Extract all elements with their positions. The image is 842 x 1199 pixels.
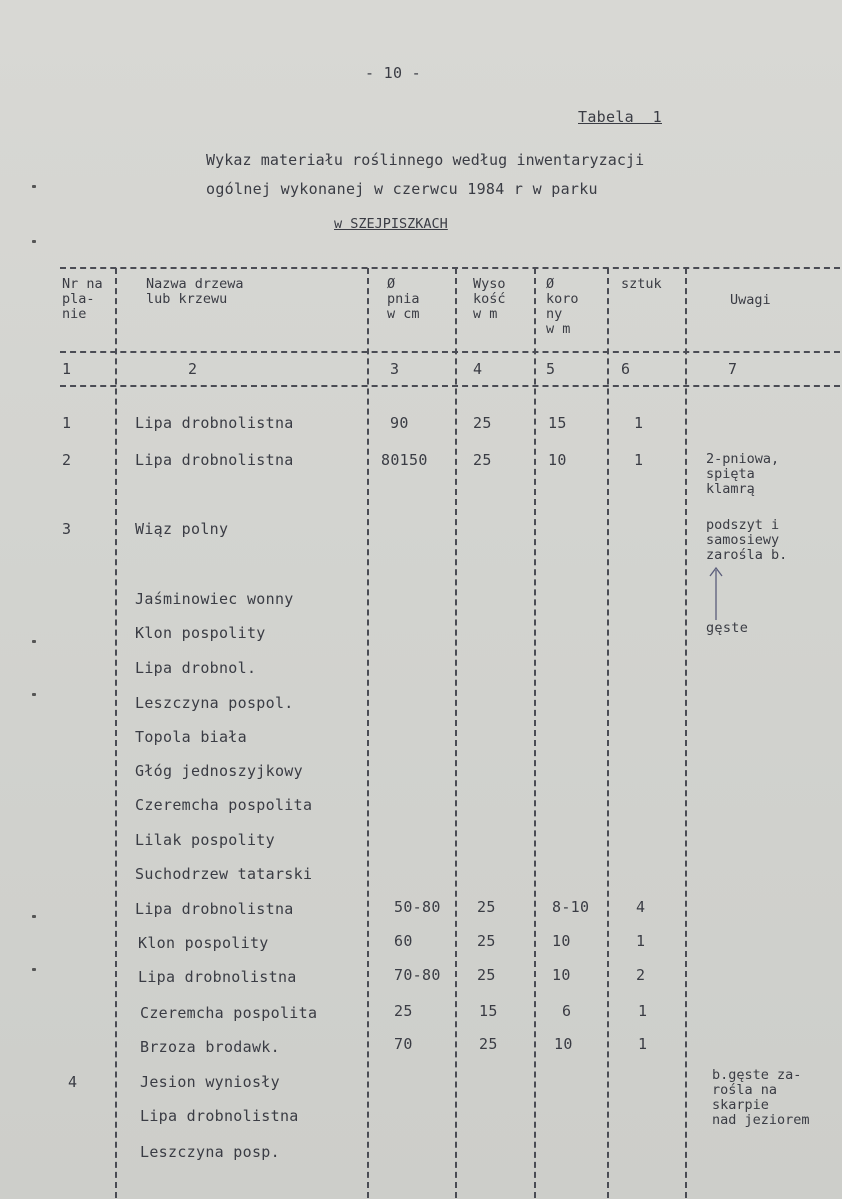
row-name: Lipa drobnolistna (135, 900, 294, 918)
column-number: 1 (62, 360, 72, 378)
header-name: Nazwa drzewa lub krzewu (146, 276, 244, 307)
column-number: 7 (728, 360, 738, 378)
row-nr: 2 (62, 451, 72, 469)
margin-speck (32, 640, 36, 643)
column-divider (685, 268, 687, 1198)
table-subtitle: w SZEJPISZKACH (334, 216, 448, 232)
row-name: Lilak pospolity (135, 831, 275, 849)
row-trunk: 90 (390, 414, 409, 432)
column-divider (367, 268, 369, 1198)
row-trunk: 60 (394, 932, 413, 950)
row-trunk: 70-80 (394, 966, 441, 984)
row-remarks: b.gęste za- rośla na skarpie nad jeziorem (712, 1067, 810, 1128)
row-crown: 10 (548, 451, 567, 469)
row-crown: 15 (548, 414, 567, 432)
column-number: 6 (621, 360, 631, 378)
row-count: 1 (638, 1002, 648, 1020)
column-divider (607, 268, 609, 1198)
row-count: 1 (634, 414, 644, 432)
row-count: 1 (634, 451, 644, 469)
row-name: Lipa drobnolistna (135, 451, 294, 469)
margin-speck (32, 240, 36, 243)
row-nr: 3 (62, 520, 72, 538)
row-height: 15 (479, 1002, 498, 1020)
row-nr: 4 (68, 1073, 78, 1091)
row-name: Czeremcha pospolita (140, 1004, 318, 1022)
row-trunk: 70 (394, 1035, 413, 1053)
header-count: sztuk (621, 276, 662, 292)
margin-speck (32, 693, 36, 696)
row-name: Czeremcha pospolita (135, 796, 313, 814)
row-name: Leszczyna posp. (140, 1143, 280, 1161)
column-number: 5 (546, 360, 556, 378)
table-label: Tabela 1 (578, 108, 662, 126)
header-remarks: Uwagi (730, 292, 771, 308)
row-name: Leszczyna pospol. (135, 694, 294, 712)
margin-speck (32, 185, 36, 188)
row-crown: 8-10 (552, 898, 590, 916)
row-count: 1 (636, 932, 646, 950)
row-name: Jaśminowiec wonny (135, 590, 294, 608)
row-crown: 10 (552, 932, 571, 950)
row-height: 25 (473, 451, 492, 469)
row-name: Brzoza brodawk. (140, 1038, 280, 1056)
row-name: Jesion wyniosły (140, 1073, 280, 1091)
column-divider (534, 268, 536, 1198)
margin-speck (32, 968, 36, 971)
row-height: 25 (473, 414, 492, 432)
header-bottom-rule (60, 351, 840, 353)
row-name: Lipa drobnolistna (135, 414, 294, 432)
row-height: 25 (479, 1035, 498, 1053)
row-name: Suchodrzew tatarski (135, 865, 313, 883)
row-name: Głóg jednoszyjkowy (135, 762, 303, 780)
row-trunk: 80150 (381, 451, 428, 469)
column-divider (455, 268, 457, 1198)
page-number: - 10 - (365, 64, 421, 82)
column-number: 2 (188, 360, 198, 378)
header-diameter-crown: Ø koro ny w m (546, 276, 579, 337)
table-title-line1: Wykaz materiału roślinnego według inwentaryzacji (206, 151, 645, 169)
header-diameter-trunk: Ø pnia w cm (387, 276, 420, 322)
table-title-line2: ogólnej wykonanej w czerwcu 1984 r w parku (206, 180, 598, 198)
row-remarks: gęste (706, 620, 749, 636)
row-name: Topola biała (135, 728, 247, 746)
column-number: 3 (390, 360, 400, 378)
column-numbers-rule (60, 385, 840, 387)
row-count: 2 (636, 966, 646, 984)
row-name: Wiąz polny (135, 520, 229, 538)
row-name: Lipa drobnolistna (138, 968, 297, 986)
row-crown: 10 (554, 1035, 573, 1053)
column-number: 4 (473, 360, 483, 378)
row-count: 1 (638, 1035, 648, 1053)
row-crown: 6 (562, 1002, 572, 1020)
row-crown: 10 (552, 966, 571, 984)
row-height: 25 (477, 966, 496, 984)
row-trunk: 50-80 (394, 898, 441, 916)
margin-speck (32, 915, 36, 918)
handwritten-arrow-icon (706, 562, 736, 622)
row-height: 25 (477, 898, 496, 916)
table-top-rule (60, 267, 840, 269)
row-height: 25 (477, 932, 496, 950)
row-nr: 1 (62, 414, 72, 432)
row-name: Klon pospolity (135, 624, 266, 642)
row-name: Lipa drobnol. (135, 659, 257, 677)
header-height: Wyso kość w m (473, 276, 506, 322)
row-name: Lipa drobnolistna (140, 1107, 299, 1125)
column-divider (115, 268, 117, 1198)
row-name: Klon pospolity (138, 934, 269, 952)
row-trunk: 25 (394, 1002, 413, 1020)
row-remarks: 2-pniowa, spięta klamrą (706, 451, 780, 497)
row-count: 4 (636, 898, 646, 916)
row-remarks: podszyt i samosiewy zarośla b. (706, 517, 788, 563)
header-nr: Nr na pla- nie (62, 276, 103, 322)
